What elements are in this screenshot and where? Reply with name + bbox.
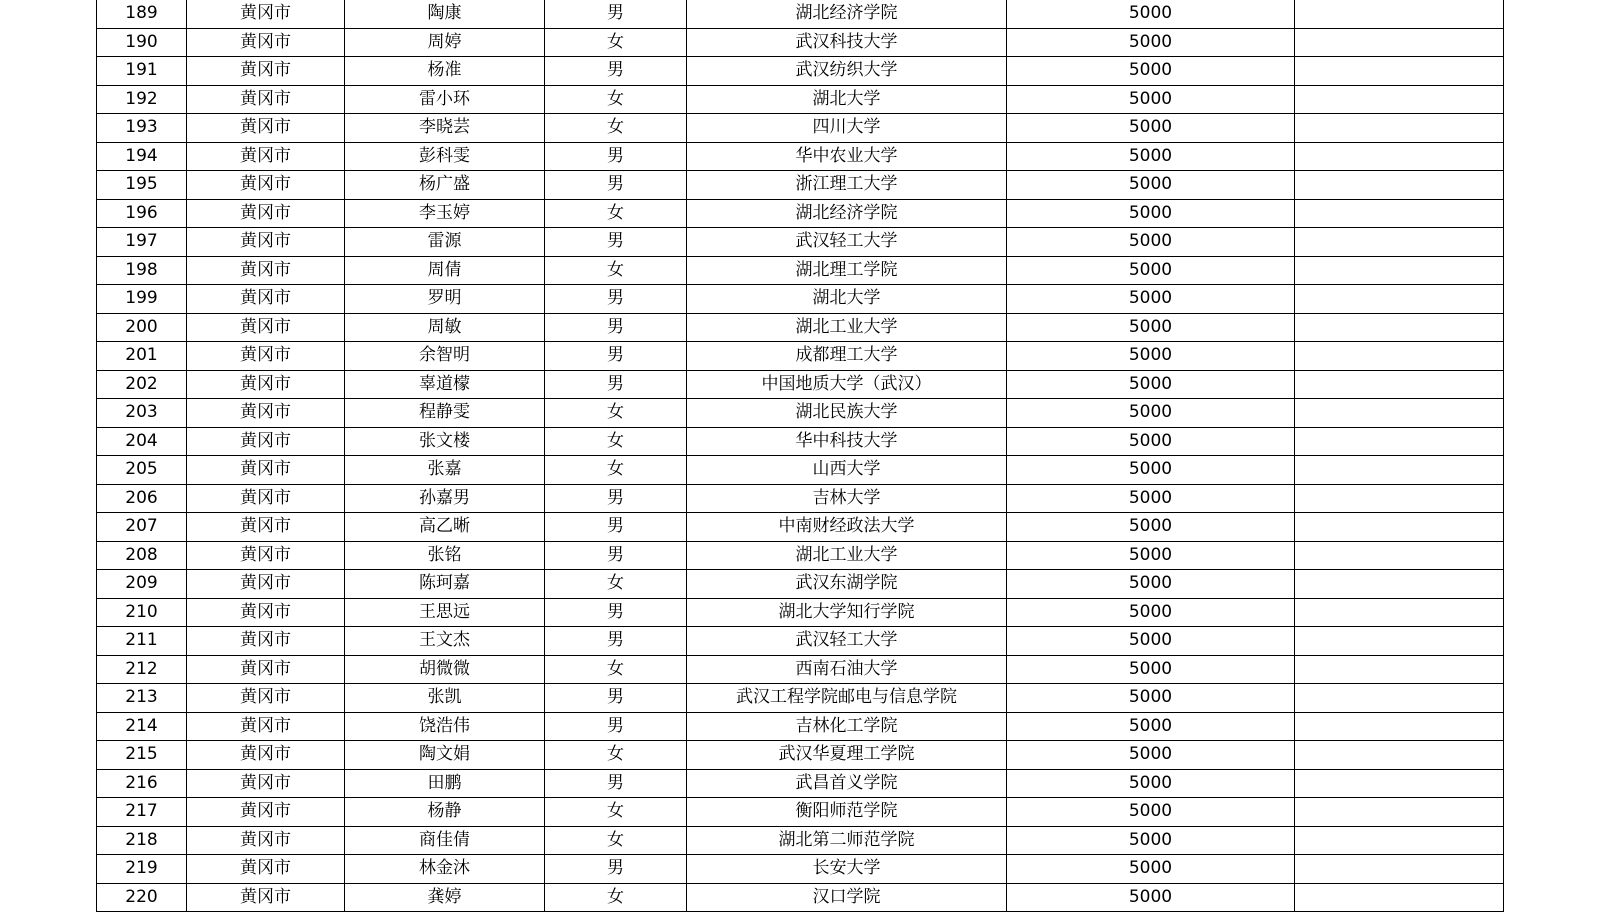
row-number-cell: 200 bbox=[97, 313, 187, 342]
name-cell: 陶文娟 bbox=[345, 741, 545, 770]
table-row bbox=[97, 541, 1504, 570]
city-cell: 黄冈市 bbox=[187, 456, 345, 485]
table-row bbox=[97, 342, 1504, 371]
gender-cell: 男 bbox=[545, 0, 687, 28]
note-cell bbox=[1295, 798, 1504, 827]
table-row bbox=[97, 741, 1504, 770]
city-cell: 黄冈市 bbox=[187, 427, 345, 456]
row-number-cell: 215 bbox=[97, 741, 187, 770]
gender-cell: 男 bbox=[545, 171, 687, 200]
school-cell: 汉口学院 bbox=[687, 883, 1007, 912]
note-cell bbox=[1295, 28, 1504, 57]
table-row bbox=[97, 769, 1504, 798]
amount-cell: 5000 bbox=[1007, 142, 1295, 171]
gender-cell: 女 bbox=[545, 798, 687, 827]
school-cell: 吉林化工学院 bbox=[687, 712, 1007, 741]
name-cell: 龚婷 bbox=[345, 883, 545, 912]
name-cell: 李晓芸 bbox=[345, 114, 545, 143]
amount-cell: 5000 bbox=[1007, 228, 1295, 257]
city-cell: 黄冈市 bbox=[187, 798, 345, 827]
row-number-cell: 213 bbox=[97, 684, 187, 713]
note-cell bbox=[1295, 741, 1504, 770]
school-cell: 吉林大学 bbox=[687, 484, 1007, 513]
row-number-cell: 211 bbox=[97, 627, 187, 656]
name-cell: 高乙晰 bbox=[345, 513, 545, 542]
table-row bbox=[97, 171, 1504, 200]
city-cell: 黄冈市 bbox=[187, 484, 345, 513]
table-row bbox=[97, 28, 1504, 57]
table-row bbox=[97, 85, 1504, 114]
amount-cell: 5000 bbox=[1007, 399, 1295, 428]
amount-cell: 5000 bbox=[1007, 826, 1295, 855]
note-cell bbox=[1295, 826, 1504, 855]
city-cell: 黄冈市 bbox=[187, 570, 345, 599]
row-number-cell: 201 bbox=[97, 342, 187, 371]
amount-cell: 5000 bbox=[1007, 57, 1295, 86]
note-cell bbox=[1295, 855, 1504, 884]
gender-cell: 男 bbox=[545, 541, 687, 570]
school-cell: 成都理工大学 bbox=[687, 342, 1007, 371]
amount-cell: 5000 bbox=[1007, 769, 1295, 798]
city-cell: 黄冈市 bbox=[187, 285, 345, 314]
school-cell: 武汉科技大学 bbox=[687, 28, 1007, 57]
table-row bbox=[97, 855, 1504, 884]
row-number-cell: 191 bbox=[97, 57, 187, 86]
table-row bbox=[97, 456, 1504, 485]
note-cell bbox=[1295, 57, 1504, 86]
city-cell: 黄冈市 bbox=[187, 684, 345, 713]
amount-cell: 5000 bbox=[1007, 456, 1295, 485]
row-number-cell: 189 bbox=[97, 0, 187, 28]
school-cell: 湖北大学 bbox=[687, 285, 1007, 314]
city-cell: 黄冈市 bbox=[187, 855, 345, 884]
table-row bbox=[97, 228, 1504, 257]
table-row bbox=[97, 513, 1504, 542]
row-number-cell: 219 bbox=[97, 855, 187, 884]
gender-cell: 女 bbox=[545, 399, 687, 428]
city-cell: 黄冈市 bbox=[187, 199, 345, 228]
city-cell: 黄冈市 bbox=[187, 256, 345, 285]
name-cell: 周敏 bbox=[345, 313, 545, 342]
gender-cell: 男 bbox=[545, 228, 687, 257]
note-cell bbox=[1295, 85, 1504, 114]
gender-cell: 男 bbox=[545, 484, 687, 513]
table-row bbox=[97, 484, 1504, 513]
row-number-cell: 193 bbox=[97, 114, 187, 143]
gender-cell: 女 bbox=[545, 655, 687, 684]
school-cell: 华中科技大学 bbox=[687, 427, 1007, 456]
table-row bbox=[97, 256, 1504, 285]
school-cell: 湖北大学 bbox=[687, 85, 1007, 114]
city-cell: 黄冈市 bbox=[187, 741, 345, 770]
school-cell: 湖北大学知行学院 bbox=[687, 598, 1007, 627]
table-row bbox=[97, 598, 1504, 627]
note-cell bbox=[1295, 114, 1504, 143]
row-number-cell: 195 bbox=[97, 171, 187, 200]
row-number-cell: 209 bbox=[97, 570, 187, 599]
gender-cell: 男 bbox=[545, 142, 687, 171]
gender-cell: 男 bbox=[545, 769, 687, 798]
amount-cell: 5000 bbox=[1007, 313, 1295, 342]
name-cell: 林金沐 bbox=[345, 855, 545, 884]
roster-sheet bbox=[96, 0, 1503, 912]
gender-cell: 男 bbox=[545, 627, 687, 656]
name-cell: 杨广盛 bbox=[345, 171, 545, 200]
amount-cell: 5000 bbox=[1007, 598, 1295, 627]
city-cell: 黄冈市 bbox=[187, 655, 345, 684]
row-number-cell: 198 bbox=[97, 256, 187, 285]
city-cell: 黄冈市 bbox=[187, 826, 345, 855]
gender-cell: 女 bbox=[545, 427, 687, 456]
amount-cell: 5000 bbox=[1007, 171, 1295, 200]
note-cell bbox=[1295, 313, 1504, 342]
table-row bbox=[97, 427, 1504, 456]
table-row bbox=[97, 57, 1504, 86]
table-row bbox=[97, 883, 1504, 912]
school-cell: 中南财经政法大学 bbox=[687, 513, 1007, 542]
note-cell bbox=[1295, 627, 1504, 656]
name-cell: 胡微微 bbox=[345, 655, 545, 684]
table-row bbox=[97, 798, 1504, 827]
gender-cell: 女 bbox=[545, 256, 687, 285]
note-cell bbox=[1295, 684, 1504, 713]
school-cell: 武汉工程学院邮电与信息学院 bbox=[687, 684, 1007, 713]
note-cell bbox=[1295, 570, 1504, 599]
city-cell: 黄冈市 bbox=[187, 85, 345, 114]
gender-cell: 男 bbox=[545, 684, 687, 713]
amount-cell: 5000 bbox=[1007, 370, 1295, 399]
note-cell bbox=[1295, 256, 1504, 285]
city-cell: 黄冈市 bbox=[187, 541, 345, 570]
note-cell bbox=[1295, 541, 1504, 570]
amount-cell: 5000 bbox=[1007, 627, 1295, 656]
city-cell: 黄冈市 bbox=[187, 399, 345, 428]
note-cell bbox=[1295, 427, 1504, 456]
note-cell bbox=[1295, 342, 1504, 371]
name-cell: 张铭 bbox=[345, 541, 545, 570]
row-number-cell: 217 bbox=[97, 798, 187, 827]
row-number-cell: 210 bbox=[97, 598, 187, 627]
table-row bbox=[97, 399, 1504, 428]
row-number-cell: 196 bbox=[97, 199, 187, 228]
table-row bbox=[97, 199, 1504, 228]
note-cell bbox=[1295, 513, 1504, 542]
note-cell bbox=[1295, 769, 1504, 798]
row-number-cell: 204 bbox=[97, 427, 187, 456]
name-cell: 张嘉 bbox=[345, 456, 545, 485]
note-cell bbox=[1295, 712, 1504, 741]
city-cell: 黄冈市 bbox=[187, 370, 345, 399]
row-number-cell: 197 bbox=[97, 228, 187, 257]
gender-cell: 女 bbox=[545, 28, 687, 57]
gender-cell: 男 bbox=[545, 285, 687, 314]
amount-cell: 5000 bbox=[1007, 655, 1295, 684]
note-cell bbox=[1295, 142, 1504, 171]
note-cell bbox=[1295, 655, 1504, 684]
note-cell bbox=[1295, 456, 1504, 485]
name-cell: 周倩 bbox=[345, 256, 545, 285]
name-cell: 商佳倩 bbox=[345, 826, 545, 855]
note-cell bbox=[1295, 199, 1504, 228]
school-cell: 浙江理工大学 bbox=[687, 171, 1007, 200]
note-cell bbox=[1295, 598, 1504, 627]
name-cell: 雷源 bbox=[345, 228, 545, 257]
row-number-cell: 203 bbox=[97, 399, 187, 428]
gender-cell: 男 bbox=[545, 313, 687, 342]
city-cell: 黄冈市 bbox=[187, 342, 345, 371]
table-row bbox=[97, 570, 1504, 599]
table-row bbox=[97, 655, 1504, 684]
school-cell: 西南石油大学 bbox=[687, 655, 1007, 684]
gender-cell: 女 bbox=[545, 570, 687, 599]
note-cell bbox=[1295, 285, 1504, 314]
row-number-cell: 218 bbox=[97, 826, 187, 855]
amount-cell: 5000 bbox=[1007, 684, 1295, 713]
note-cell bbox=[1295, 370, 1504, 399]
gender-cell: 男 bbox=[545, 855, 687, 884]
school-cell: 四川大学 bbox=[687, 114, 1007, 143]
amount-cell: 5000 bbox=[1007, 741, 1295, 770]
note-cell bbox=[1295, 883, 1504, 912]
amount-cell: 5000 bbox=[1007, 256, 1295, 285]
row-number-cell: 207 bbox=[97, 513, 187, 542]
city-cell: 黄冈市 bbox=[187, 883, 345, 912]
city-cell: 黄冈市 bbox=[187, 627, 345, 656]
name-cell: 雷小环 bbox=[345, 85, 545, 114]
gender-cell: 女 bbox=[545, 883, 687, 912]
name-cell: 饶浩伟 bbox=[345, 712, 545, 741]
amount-cell: 5000 bbox=[1007, 0, 1295, 28]
school-cell: 中国地质大学（武汉） bbox=[687, 370, 1007, 399]
table-row bbox=[97, 826, 1504, 855]
row-number-cell: 194 bbox=[97, 142, 187, 171]
gender-cell: 女 bbox=[545, 741, 687, 770]
gender-cell: 男 bbox=[545, 370, 687, 399]
gender-cell: 男 bbox=[545, 57, 687, 86]
name-cell: 孙嘉男 bbox=[345, 484, 545, 513]
school-cell: 湖北第二师范学院 bbox=[687, 826, 1007, 855]
amount-cell: 5000 bbox=[1007, 28, 1295, 57]
table-row bbox=[97, 712, 1504, 741]
school-cell: 武汉东湖学院 bbox=[687, 570, 1007, 599]
table-row bbox=[97, 285, 1504, 314]
name-cell: 杨准 bbox=[345, 57, 545, 86]
row-number-cell: 206 bbox=[97, 484, 187, 513]
row-number-cell: 208 bbox=[97, 541, 187, 570]
city-cell: 黄冈市 bbox=[187, 513, 345, 542]
table-row bbox=[97, 627, 1504, 656]
amount-cell: 5000 bbox=[1007, 513, 1295, 542]
table-row bbox=[97, 370, 1504, 399]
gender-cell: 男 bbox=[545, 513, 687, 542]
school-cell: 湖北理工学院 bbox=[687, 256, 1007, 285]
gender-cell: 女 bbox=[545, 826, 687, 855]
gender-cell: 女 bbox=[545, 199, 687, 228]
school-cell: 湖北工业大学 bbox=[687, 541, 1007, 570]
name-cell: 王思远 bbox=[345, 598, 545, 627]
table-row bbox=[97, 313, 1504, 342]
name-cell: 陶康 bbox=[345, 0, 545, 28]
row-number-cell: 212 bbox=[97, 655, 187, 684]
school-cell: 武汉轻工大学 bbox=[687, 627, 1007, 656]
amount-cell: 5000 bbox=[1007, 570, 1295, 599]
name-cell: 张凯 bbox=[345, 684, 545, 713]
name-cell: 周婷 bbox=[345, 28, 545, 57]
school-cell: 湖北民族大学 bbox=[687, 399, 1007, 428]
city-cell: 黄冈市 bbox=[187, 142, 345, 171]
name-cell: 陈珂嘉 bbox=[345, 570, 545, 599]
school-cell: 武汉纺织大学 bbox=[687, 57, 1007, 86]
city-cell: 黄冈市 bbox=[187, 769, 345, 798]
note-cell bbox=[1295, 399, 1504, 428]
city-cell: 黄冈市 bbox=[187, 712, 345, 741]
row-number-cell: 199 bbox=[97, 285, 187, 314]
name-cell: 罗明 bbox=[345, 285, 545, 314]
amount-cell: 5000 bbox=[1007, 114, 1295, 143]
roster-table bbox=[96, 0, 1504, 912]
city-cell: 黄冈市 bbox=[187, 228, 345, 257]
gender-cell: 女 bbox=[545, 456, 687, 485]
amount-cell: 5000 bbox=[1007, 541, 1295, 570]
city-cell: 黄冈市 bbox=[187, 598, 345, 627]
gender-cell: 男 bbox=[545, 342, 687, 371]
gender-cell: 男 bbox=[545, 712, 687, 741]
school-cell: 长安大学 bbox=[687, 855, 1007, 884]
school-cell: 湖北经济学院 bbox=[687, 199, 1007, 228]
gender-cell: 女 bbox=[545, 114, 687, 143]
note-cell bbox=[1295, 171, 1504, 200]
name-cell: 李玉婷 bbox=[345, 199, 545, 228]
amount-cell: 5000 bbox=[1007, 798, 1295, 827]
amount-cell: 5000 bbox=[1007, 285, 1295, 314]
city-cell: 黄冈市 bbox=[187, 28, 345, 57]
gender-cell: 男 bbox=[545, 598, 687, 627]
row-number-cell: 205 bbox=[97, 456, 187, 485]
amount-cell: 5000 bbox=[1007, 712, 1295, 741]
school-cell: 湖北工业大学 bbox=[687, 313, 1007, 342]
amount-cell: 5000 bbox=[1007, 883, 1295, 912]
amount-cell: 5000 bbox=[1007, 199, 1295, 228]
row-number-cell: 202 bbox=[97, 370, 187, 399]
school-cell: 山西大学 bbox=[687, 456, 1007, 485]
note-cell bbox=[1295, 228, 1504, 257]
name-cell: 余智明 bbox=[345, 342, 545, 371]
school-cell: 武汉轻工大学 bbox=[687, 228, 1007, 257]
row-number-cell: 190 bbox=[97, 28, 187, 57]
name-cell: 张文楼 bbox=[345, 427, 545, 456]
table-row bbox=[97, 114, 1504, 143]
name-cell: 彭科雯 bbox=[345, 142, 545, 171]
name-cell: 田鹏 bbox=[345, 769, 545, 798]
gender-cell: 女 bbox=[545, 85, 687, 114]
school-cell: 华中农业大学 bbox=[687, 142, 1007, 171]
amount-cell: 5000 bbox=[1007, 484, 1295, 513]
name-cell: 杨静 bbox=[345, 798, 545, 827]
city-cell: 黄冈市 bbox=[187, 114, 345, 143]
table-row bbox=[97, 684, 1504, 713]
amount-cell: 5000 bbox=[1007, 427, 1295, 456]
note-cell bbox=[1295, 0, 1504, 28]
name-cell: 王文杰 bbox=[345, 627, 545, 656]
city-cell: 黄冈市 bbox=[187, 171, 345, 200]
table-row bbox=[97, 0, 1504, 28]
table-row bbox=[97, 142, 1504, 171]
roster-body bbox=[97, 0, 1504, 912]
city-cell: 黄冈市 bbox=[187, 313, 345, 342]
row-number-cell: 192 bbox=[97, 85, 187, 114]
note-cell bbox=[1295, 484, 1504, 513]
amount-cell: 5000 bbox=[1007, 855, 1295, 884]
name-cell: 辜道檬 bbox=[345, 370, 545, 399]
row-number-cell: 216 bbox=[97, 769, 187, 798]
city-cell: 黄冈市 bbox=[187, 57, 345, 86]
row-number-cell: 214 bbox=[97, 712, 187, 741]
school-cell: 武昌首义学院 bbox=[687, 769, 1007, 798]
amount-cell: 5000 bbox=[1007, 342, 1295, 371]
school-cell: 衡阳师范学院 bbox=[687, 798, 1007, 827]
school-cell: 湖北经济学院 bbox=[687, 0, 1007, 28]
amount-cell: 5000 bbox=[1007, 85, 1295, 114]
school-cell: 武汉华夏理工学院 bbox=[687, 741, 1007, 770]
row-number-cell: 220 bbox=[97, 883, 187, 912]
city-cell: 黄冈市 bbox=[187, 0, 345, 28]
name-cell: 程静雯 bbox=[345, 399, 545, 428]
